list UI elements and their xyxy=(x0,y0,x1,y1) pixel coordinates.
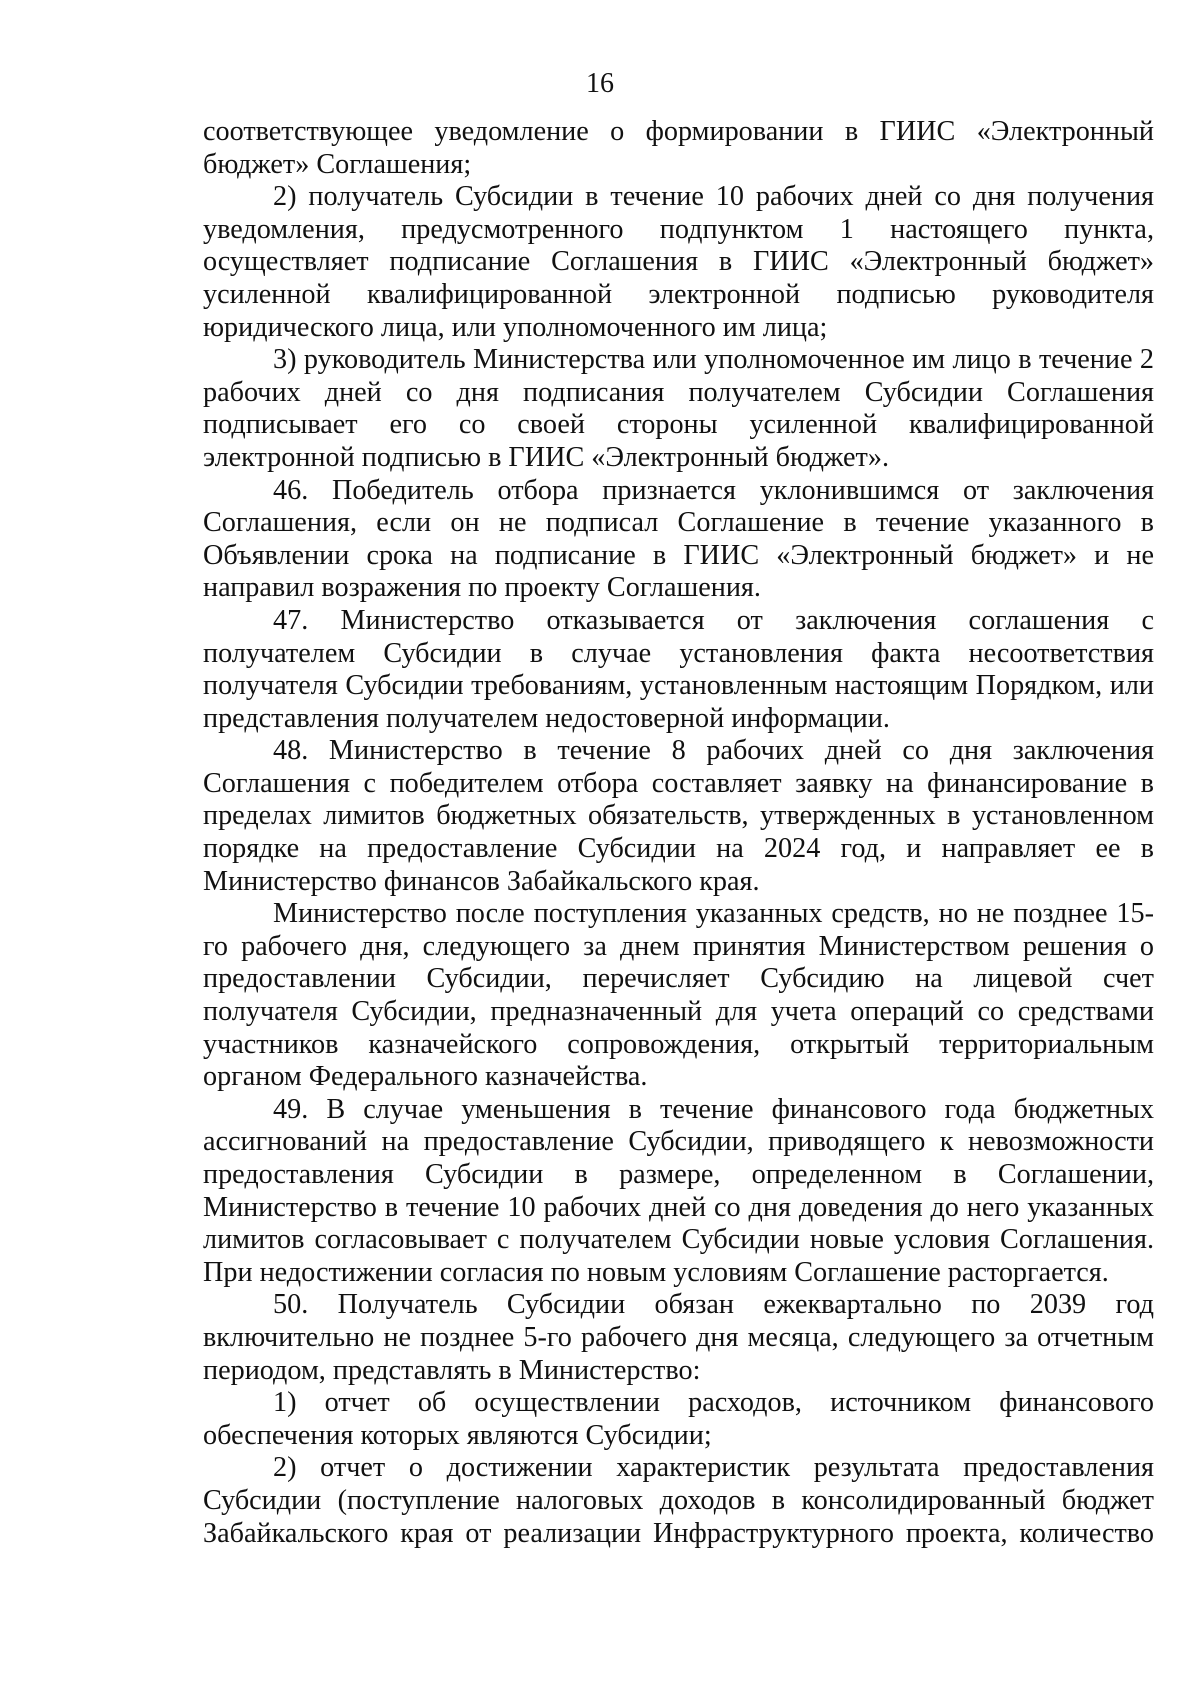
paragraph-50-subitem-1: 1) отчет об осуществлении расходов, источником финансового обеспечения которых являются Субсидии; xyxy=(203,1387,1154,1451)
paragraph-50-subitem-2: 2) отчет о достижении характеристик результата предоставления Субсидии (поступление налоговых доходов в консолидированный бюджет Забайкальского края от реализации Инфраструктурного проекта, количество xyxy=(203,1452,1154,1549)
paragraph-subitem-3: 3) руководитель Министерства или уполномоченное им лицо в течение 2 рабочих дней со дня подписания получателем Субсидии Соглашения подписывает его со своей стороны усиленной квалифицированной электронной подписью в ГИИС «Электронный бюджет». xyxy=(203,344,1154,473)
paragraph-48: 48. Министерство в течение 8 рабочих дней со дня заключения Соглашения с победителем отбора составляет заявку на финансирование в пределах лимитов бюджетных обязательств, утвержденных в установленном порядке на предоставление Субсидии на 2024 год, и направляет ее в Министерство финансов Забайкальского края. xyxy=(203,735,1154,897)
paragraph-50: 50. Получатель Субсидии обязан ежеквартально по 2039 год включительно не позднее 5-го рабочего дня месяца, следующего за отчетным периодом, представлять в Министерство: xyxy=(203,1289,1154,1386)
page-number: 16 xyxy=(586,68,614,99)
paragraph-continuation: соответствующее уведомление о формировании в ГИИС «Электронный бюджет» Соглашения; xyxy=(203,116,1154,180)
paragraph-subitem-2: 2) получатель Субсидии в течение 10 рабочих дней со дня получения уведомления, предусмотренного подпунктом 1 настоящего пункта, осуществляет подписание Соглашения в ГИИС «Электронный бюджет» усиленной квалифицированной электронной подписью руководителя юридического лица, или уполномоченного им лица; xyxy=(203,181,1154,343)
paragraph-47: 47. Министерство отказывается от заключения соглашения с получателем Субсидии в случае установления факта несоответствия получателя Субсидии требованиям, установленным настоящим Порядком, или представления получателем недостоверной информации. xyxy=(203,604,1154,734)
document-body xyxy=(203,116,1154,1550)
paragraph-46: 46. Победитель отбора признается уклонившимся от заключения Соглашения, если он не подписал Соглашение в течение указанного в Объявлении срока на подписание в ГИИС «Электронный бюджет» и не направил возражения по проекту Соглашения. xyxy=(203,474,1154,604)
paragraph-49: 49. В случае уменьшения в течение финансового года бюджетных ассигнований на предоставление Субсидии, приводящего к невозможности предоставления Субсидии в размере, определенном в Соглашении, Министерство в течение 10 рабочих дней со дня доведения до него указанных лимитов согласовывает с получателем Субсидии новые условия Соглашения. При недостижении согласия по новым условиям Соглашение расторгается. xyxy=(203,1093,1154,1288)
paragraph-48-continued: Министерство после поступления указанных средств, но не позднее 15-го рабочего дня, следующего за днем принятия Министерством решения о предоставлении Субсидии, перечисляет Субсидию на лицевой счет получателя Субсидии, предназначенный для учета операций со средствами участников казначейского сопровождения, открытый территориальным органом Федерального казначейства. xyxy=(203,898,1154,1093)
